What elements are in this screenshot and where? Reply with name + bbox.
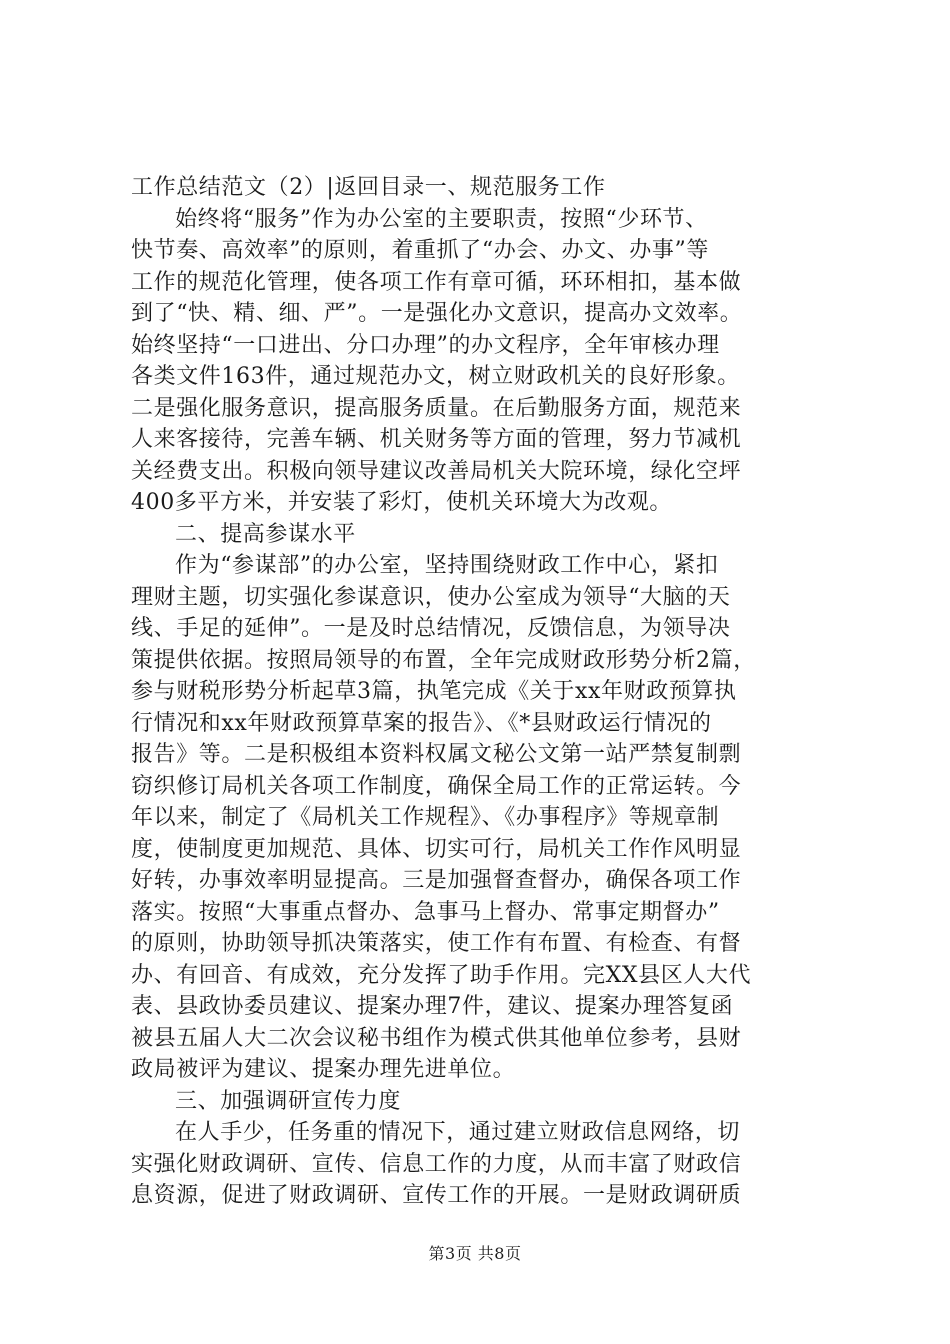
page-footer: 第3页 共8页	[428, 1244, 522, 1263]
text-line: 窃织修订局机关各项工作制度，确保全局工作的正常运转。今	[131, 773, 742, 799]
section-heading: 二、提高参谋水平	[175, 521, 356, 547]
document-body	[131, 172, 831, 1212]
text-line: 参与财税形势分析起草3篇，执笔完成《关于xx年财政预算执	[131, 679, 737, 704]
text-line: 好转，办事效率明显提高。三是加强督查督办，确保各项工作	[131, 868, 742, 893]
text-line: 实强化财政调研、宣传、信息工作的力度，从而丰富了财政信	[131, 1151, 742, 1177]
text-line: 理财主题，切实强化参谋意识，使办公室成为领导“大脑的天	[131, 584, 731, 610]
text-line: 度，使制度更加规范、具体、切实可行，局机关工作作风明显	[131, 836, 742, 862]
text-line: 工作的规范化管理，使各项工作有章可循，环环相扣，基本做	[131, 269, 742, 295]
text-line: 关经费支出。积极向领导建议改善局机关大院环境，绿化空坪	[131, 458, 742, 484]
text-line: 息资源，促进了财政调研、宣传工作的开展。一是财政调研质	[131, 1183, 742, 1208]
text-line: 年以来，制定了《局机关工作规程》、《办事程序》等规章制	[131, 805, 720, 830]
text-line-title: 工作总结范文（2）|返回目录一、规范服务工作	[131, 175, 606, 200]
text-line: 的原则，协助领导抓决策落实，使工作有布置、有检查、有督	[131, 931, 742, 956]
section-heading: 三、加强调研宣传力度	[175, 1088, 402, 1114]
text-line: 400多平方米，并安装了彩灯，使机关环境大为改观。	[131, 490, 672, 515]
text-line: 在人手少，任务重的情况下，通过建立财政信息网络，切	[175, 1120, 741, 1145]
text-line: 二是强化服务意识，提高服务质量。在后勤服务方面，规范来	[131, 395, 742, 421]
text-line: 办、有回音、有成效，充分发挥了助手作用。完XX县区人大代	[131, 962, 752, 988]
text-line: 被县五届人大二次会议秘书组作为模式供其他单位参考，县财	[131, 1025, 742, 1051]
text-line: 快节奏、高效率”的原则，着重抓了“办会、办文、办事”等	[131, 238, 709, 263]
text-line: 策提供依据。按照局领导的布置，全年完成财政形势分析2篇，	[131, 647, 756, 673]
text-line: 线、手足的延伸”。一是及时总结情况，反馈信息，为领导决	[131, 616, 731, 641]
text-line: 到了“快、精、细、严”。一是强化办文意识，提高办文效率。	[131, 301, 743, 326]
text-line: 始终将“服务”作为办公室的主要职责，按照“少环节、	[175, 206, 708, 232]
text-line: 各类文件163件，通过规范办文，树立财政机关的良好形象。	[131, 364, 740, 389]
text-line: 政局被评为建议、提案办理先进单位。	[131, 1057, 516, 1082]
text-line: 人来客接待，完善车辆、机关财务等方面的管理，努力节减机	[131, 427, 742, 452]
text-line: 报告》等。二是积极组本资料权属文秘公文第一站严禁复制剽	[131, 742, 742, 767]
text-line: 行情况和xx年财政预算草案的报告》、《*县财政运行情况的	[131, 710, 712, 736]
text-line: 落实。按照“大事重点督办、急事马上督办、常事定期督办”	[131, 899, 720, 925]
text-line: 作为“参谋部”的办公室，坚持围绕财政工作中心，紧扣	[175, 553, 719, 578]
text-line: 始终坚持“一口进出、分口办理”的办文程序，全年审核办理	[131, 332, 720, 358]
text-line: 表、县政协委员建议、提案办理7件，建议、提案办理答复函	[131, 994, 734, 1019]
